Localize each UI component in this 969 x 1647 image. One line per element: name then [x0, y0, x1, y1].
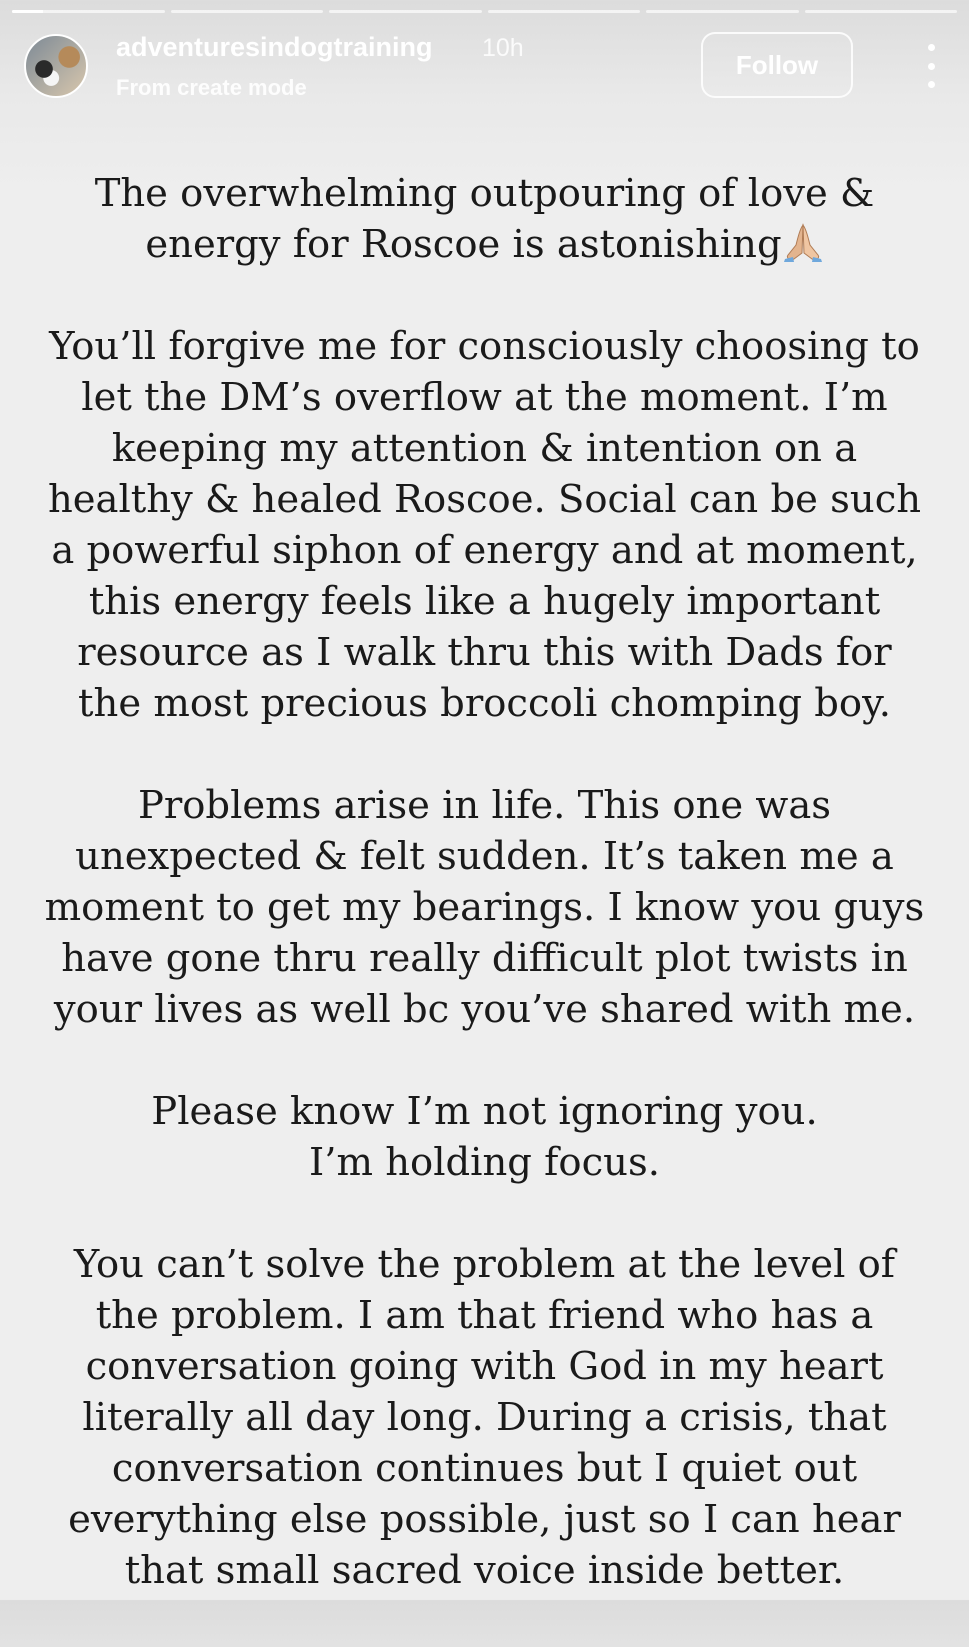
paragraph-4 — [40, 1086, 929, 1188]
follow-button[interactable]: Follow — [701, 32, 853, 98]
text-line: that small sacred voice inside better. — [124, 1548, 845, 1593]
progress-segment — [171, 10, 324, 13]
text-line: healthy & healed Roscoe. Social can be such — [47, 477, 922, 522]
text-line: everything else possible, just so I can hear — [68, 1497, 901, 1542]
post-time: 10h — [482, 34, 524, 62]
paragraph-2 — [40, 321, 929, 729]
text-line: I’m holding focus. — [309, 1140, 660, 1185]
text-line: let the DM’s overflow at the moment. I’m — [81, 375, 888, 420]
progress-segment — [329, 10, 482, 13]
text-line: energy for Roscoe is astonishing — [40, 219, 929, 270]
progress-segment — [488, 10, 641, 13]
username[interactable]: adventuresindogtraining — [116, 32, 433, 62]
text-line: conversation going with God in my heart — [85, 1344, 884, 1389]
story-header — [24, 30, 945, 106]
text-line: your lives as well bc you’ve shared with me. — [53, 987, 916, 1032]
story-subtitle: From create mode — [116, 75, 307, 100]
progress-segment — [12, 10, 165, 13]
text-line: moment to get my bearings. I know you guys — [44, 885, 925, 930]
progress-segment — [805, 10, 958, 13]
text-line: a powerful siphon of energy and at moment, — [51, 528, 918, 573]
text-line: Problems arise in life. This one was — [137, 783, 832, 828]
paragraph-3 — [40, 780, 929, 1035]
text-line: keeping my attention & intention on a — [111, 426, 858, 471]
text-line: literally all day long. During a crisis, that — [82, 1395, 887, 1440]
text-line: this energy feels like a hugely important — [88, 579, 881, 624]
text-line: You can’t solve the problem at the level of — [73, 1242, 896, 1287]
text-line: Please know I’m not ignoring you. — [151, 1089, 818, 1134]
text-line: resource as I walk thru this with Dads for — [77, 630, 892, 675]
text-line: the problem. I am that friend who has a — [95, 1293, 874, 1338]
text-line: the most precious broccoli chomping boy. — [78, 681, 891, 726]
folded-hands-emoji-icon — [782, 223, 824, 263]
story-progress-bar — [12, 10, 957, 13]
paragraph-1 — [40, 168, 929, 270]
text-line: unexpected & felt sudden. It’s taken me a — [75, 834, 894, 879]
progress-segment — [646, 10, 799, 13]
text-line: have gone thru really difficult plot twists in — [61, 936, 908, 981]
text-line: You’ll forgive me for consciously choosing to — [49, 324, 920, 369]
text-line: conversation continues but I quiet out — [111, 1446, 858, 1491]
text-line: The overwhelming outpouring of love & — [94, 171, 875, 216]
paragraph-5 — [40, 1239, 929, 1596]
story-text — [40, 168, 929, 1647]
more-options-icon[interactable] — [919, 44, 943, 88]
profile-avatar[interactable] — [24, 34, 88, 98]
